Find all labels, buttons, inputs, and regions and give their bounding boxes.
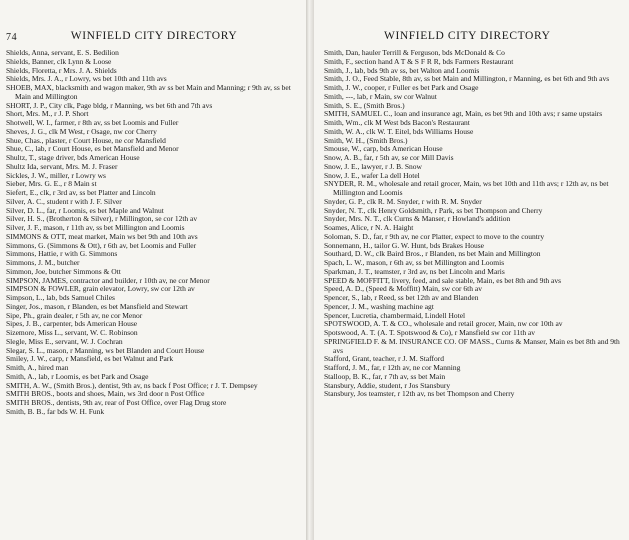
directory-entry: SMITH, SAMUEL C., loan and insurance agt, Main, es bet 9th and 10th avs; r same upstairs — [324, 110, 603, 119]
directory-entry: Snow, J. E., wafer La dell Hotel — [324, 171, 420, 180]
directory-entry: Smith, S. E., (Smith Bros.) — [324, 101, 405, 110]
directory-entry: Silver, H. S., (Brotherton & Silver), r Millington, se cor 12th av — [6, 215, 198, 224]
directory-entry: Short, Mrs. M., r J. P. Short — [6, 110, 89, 119]
directory-entry: Shultz Ida, servant, Mrs. M. J. Fraser — [6, 162, 118, 171]
directory-entry: Siefert, E., clk, r 3rd av, ss bet Platter and Lincoln — [6, 189, 156, 197]
directory-entry: Stafford, Grant, teacher, r J. M. Stafford — [324, 355, 445, 364]
directory-entry: Simmons, J. M., butcher — [6, 259, 80, 267]
directory-entry: SIMPSON, JAMES, contractor and builder, r 10th av, ne cor Menor — [6, 276, 210, 285]
directory-entry: SHORT, J. P., City clk, Page bldg, r Manning, ws bet 6th and 7th avs — [6, 101, 213, 110]
directory-entry: Smith, A., lab, r Loomis, es bet Park and Osage — [6, 372, 149, 381]
directory-entry: SPOTSWOOD, A. T. & CO., wholesale and retail grocer, Main, nw cor 10th av — [324, 320, 563, 329]
directory-entry: Snow, A. B., far, r 5th av, se cor Mill Davis — [324, 154, 454, 162]
directory-entry: Snyder, N. T., clk Henry Goldsmith, r Park, ss bet Thompson and Cherry — [324, 206, 543, 215]
directory-entry: Smith, W. H., (Smith Bros.) — [324, 136, 408, 145]
directory-entry: Simpson, L., lab, bds Samuel Chiles — [6, 294, 115, 302]
directory-entry: Sizemore, Miss L., servant, W. C. Robinson — [6, 329, 138, 337]
directory-entry: SMITH BROS., boots and shoes, Main, ws 3rd door n Post Office — [6, 390, 205, 399]
left-page-header — [6, 30, 302, 46]
left-page — [0, 0, 306, 540]
directory-entry: Spencer, Lucretia, chambermaid, Lindell Hotel — [324, 311, 466, 320]
directory-entry: Spencer, J. M., washing machine agt — [324, 302, 434, 311]
directory-entry: Singer, Jos., mason, r Blanden, es bet Mansfield and Stewart — [6, 302, 188, 311]
directory-entry: Smith, J. O., Feed Stable, 8th av, ss bet Main and Millington, r Manning, es bet 6th and 9th avs — [324, 75, 610, 84]
directory-entry: Sipe, Ph., grain dealer, r 5th av, ne cor Menor — [6, 311, 143, 320]
directory-entry: Smith, J., lab, bds 9th av ss, bet Walton and Loomis — [324, 66, 480, 75]
directory-entry: Sheves, J. G., clk M West, r Osage, nw cor Cherry — [6, 127, 157, 136]
directory-entry: Spach, L. W., mason, r 6th av, ss bet Millington and Loomis — [324, 259, 505, 267]
directory-entry: Snyder, G. P., clk R. M. Snyder, r with R. M. Snyder — [324, 197, 482, 206]
directory-entry: SMITH, A. W., (Smith Bros.), dentist, 9th av, ns back f Post Office; r J. T. Dempsey — [6, 381, 258, 390]
directory-entry: SIMMONS & OTT, meat market, Main ws bet 9th and 10th avs — [6, 232, 198, 241]
directory-entry: Speed, A. D., (Speed & Moffitt) Main, sw cor 6th av — [324, 285, 482, 294]
directory-entry: Stansbury, Jos teamster, r 12th av, ns bet Thompson and Cherry — [324, 390, 515, 399]
directory-entry: Shields, Banner, clk Lynn & Loose — [6, 57, 112, 66]
directory-entry: Soloman, S. D., far, r 9th av, ne cor Platter, expect to move to the country — [324, 232, 545, 241]
directory-entry: Sieber, Mrs. G. E., r 8 Main st — [6, 180, 97, 189]
directory-entry: Silver, A. C., student r with J. F. Silver — [6, 197, 122, 206]
right-entry-list — [324, 49, 627, 399]
directory-entry: Simmons, G. (Simmons & Ott), r 6th av, bet Loomis and Fuller — [6, 241, 197, 250]
left-entry-list — [6, 49, 302, 417]
directory-entry: Shotwell, W. I., farmer, r 8th av, ss bet Loomis and Fuller — [6, 119, 179, 127]
right-page-header — [324, 30, 627, 46]
directory-entry: Shue, Chas., plaster, r Court House, ne cor Mansfield — [6, 136, 166, 145]
directory-entry: SPRINGFIELD F. & M. INSURANCE CO. OF MASS., Curns & Manser, Main es bet 8th and 9th avs — [324, 337, 620, 355]
directory-entry: Smith, F., section hand A T & S F R R, bds Farmers Restaurant — [324, 57, 514, 66]
page-number: 74 — [6, 32, 18, 43]
directory-entry: Snow, J. E., lawyer, r J. B. Snow — [324, 162, 422, 171]
directory-entry: Smith, Dan, hauler Terrill & Ferguson, bds McDonald & Co — [324, 49, 505, 57]
directory-entry: Sonnemann, H., tailor G. W. Hunt, bds Brakes House — [324, 241, 484, 250]
directory-entry: Sipes, J. B., carpenter, bds American House — [6, 320, 138, 329]
page-gutter — [306, 0, 314, 540]
directory-entry: Smith, A., hired man — [6, 364, 69, 372]
directory-entry: SNYDER, R. M., wholesale and retail grocer, Main, ws bet 10th and 11th avs; r 12th av, ns bet Millington and Loomis — [324, 180, 609, 197]
directory-entry: Smith, J. W., cooper, r Fuller es bet Park and Osage — [324, 84, 479, 92]
directory-entry: Stafford, J. M., far, r 12th av, ne cor Manning — [324, 364, 461, 372]
directory-entry: Snyder, Mrs. N. T., clk Curns & Manser, r Howland's addition — [324, 215, 511, 224]
directory-entry: Shultz, T., stage driver, bds American House — [6, 154, 140, 162]
directory-entry: SIMPSON & FOWLER, grain elevator, Lowry, sw cor 12th av — [6, 285, 195, 294]
directory-entry: SHOEB, MAX, blacksmith and wagon maker, 9th av ss bet Main and Manning; r 9th av, ss bet Main and Millington — [6, 84, 291, 101]
directory-entry: Sickles, J. W., miller, r Lowry ws — [6, 171, 106, 180]
directory-entry: Shields, Mrs. J. A., r Lowry, ws bet 10th and 11th avs — [6, 75, 167, 84]
directory-entry: Smith, ---, lab, r Main, sw cor Walnut — [324, 92, 437, 101]
directory-entry: Smith, Wm., clk M West bds Bacon's Restaurant — [324, 119, 470, 127]
directory-entry: Simmons, Hattie, r with G. Simmons — [6, 250, 118, 259]
directory-entry: Shields, Anna, servant, E. S. Bedilion — [6, 49, 119, 57]
directory-entry: Smiley, J. W., carp, r Mansfield, es bet Walnut and Park — [6, 355, 174, 364]
running-title-left: WINFIELD CITY DIRECTORY — [70, 30, 238, 42]
directory-entry: Slegar, S. L., mason, r Manning, ws bet Blanden and Court House — [6, 346, 205, 355]
right-page — [314, 0, 629, 540]
directory-entry: Sparkman, J. T., teamster, r 3rd av, ns bet Lincoln and Maris — [324, 267, 505, 276]
directory-entry: Soames, Alice, r N. A. Haight — [324, 224, 414, 232]
directory-entry: Spencer, S., lab, r Reed, ss bet 12th av and Blanden — [324, 294, 479, 302]
running-title-right: WINFIELD CITY DIRECTORY — [384, 30, 551, 42]
directory-entry: Southard, D. W., clk Baird Bros., r Blanden, ns bet Main and Millington — [324, 250, 541, 259]
directory-entry: SMITH BROS., dentists, 9th av, rear of Post Office, over Flag Drug store — [6, 399, 227, 407]
directory-entry: Smith, B. B., far bds W. H. Funk — [6, 407, 105, 416]
directory-entry: Stalloop, B. K., far, r 7th av, ss bet Main — [324, 372, 446, 381]
directory-entry: Slegle, Miss E., servant, W. J. Cochran — [6, 337, 123, 346]
directory-entry: Smouse, W., carp, bds American House — [324, 145, 443, 154]
directory-entry: Simmon, Joe, butcher Simmons & Ott — [6, 267, 121, 276]
directory-entry: Stansbury, Addie, student, r Jos Stansbury — [324, 381, 451, 390]
directory-entry: SPEED & MOFFITT, livery, feed, and sale stable, Main, es bet 8th and 9th avs — [324, 276, 562, 285]
directory-entry: Shue, C., lab, r Court House, es bet Mansfield and Menor — [6, 145, 179, 154]
directory-entry: Shields, Floretta, r Mrs. J. A. Shields — [6, 66, 117, 75]
directory-entry: Smith, W. A., clk W. T. Eitel, bds Williams House — [324, 127, 474, 136]
directory-entry: Spotswood, A. T. (A. T. Spotswood & Co), r Mansfield sw cor 11th av — [324, 329, 536, 337]
directory-entry: Silver, J. F., mason, r 11th av, ss bet Millington and Loomis — [6, 224, 185, 232]
directory-entry: Silver, D. L., far, r Loomis, es bet Maple and Walnut — [6, 206, 164, 215]
